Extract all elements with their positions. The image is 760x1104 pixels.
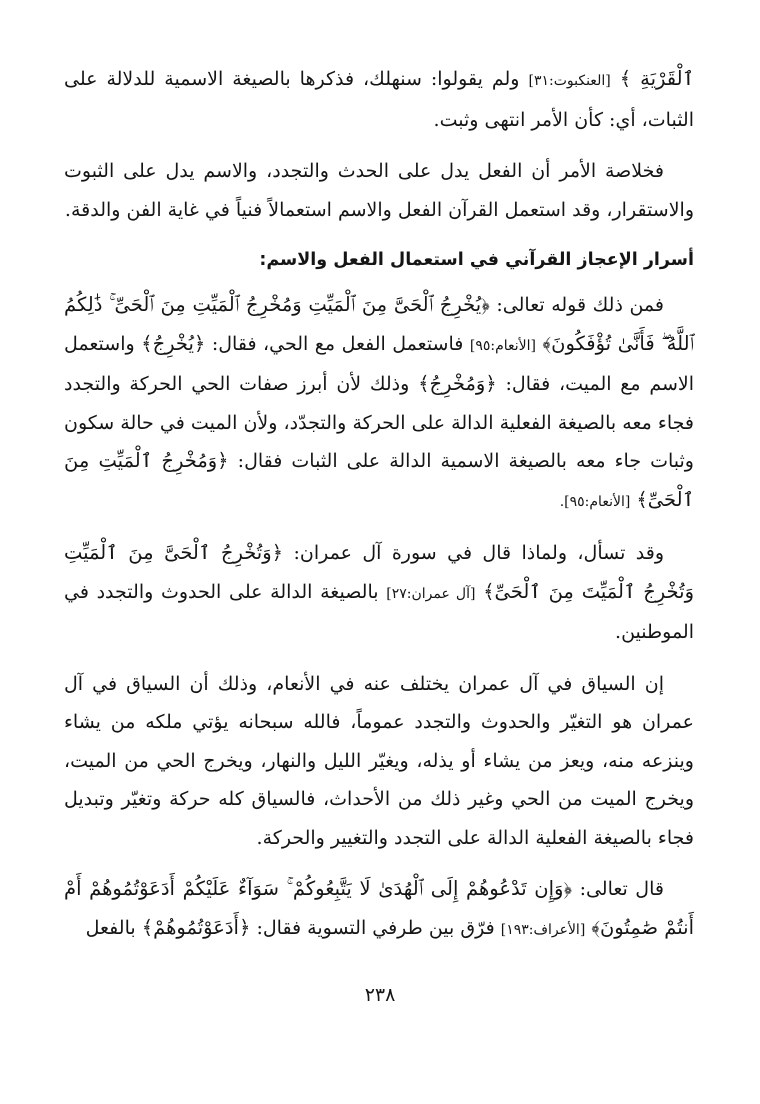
body-text: ولم يقولوا: سنهلك، فذكرها بالصيغة الاسمية للدلالة على الثبات، أي: كأن الأمر انتهى وثبت. bbox=[64, 68, 694, 131]
paragraph-2: فخلاصة الأمر أن الفعل يدل على الحدث والتجدد، والاسم يدل على الثبوت والاستقرار، وقد استعمل القرآن الفعل والاسم استعمالاً فنياً في غاية الفن والدقة. bbox=[64, 160, 694, 221]
verse-reference: [الأعراف:١٩٣] bbox=[500, 921, 586, 938]
quran-verse: ﴿وَمُخْرِجُ ٱلْمَيِّتِ مِنَ ٱلْحَىِّ﴾ bbox=[64, 449, 694, 511]
quran-verse: ٱلْقَرْيَةِ bbox=[640, 67, 694, 90]
quran-word: ﴿وَمُخْرِجُ﴾ bbox=[418, 372, 497, 395]
paragraph-3 bbox=[64, 286, 694, 521]
body-text: قال تعالى: bbox=[579, 878, 664, 900]
section-heading: أسرار الإعجاز القرآني في استعمال الفعل والاسم: bbox=[259, 250, 694, 270]
paragraph-1 bbox=[64, 60, 694, 139]
quran-word: ﴿يُخْرِجُ﴾ bbox=[141, 331, 206, 355]
quran-verse: ﴿يُخْرِجُ ٱلْحَىَّ مِنَ ٱلْمَيِّتِ وَمُخْرِجُ ٱلْمَيِّتِ مِنَ ٱلْحَىِّ ۚ ذَٰلِكُمُ ٱللَّهُ ۖ فَأَنَّىٰ تُؤْفَكُونَ﴾ bbox=[64, 293, 694, 355]
verse-reference: [الأنعام:٩٥]. bbox=[559, 493, 631, 510]
paragraph-6 bbox=[64, 870, 694, 949]
page-body bbox=[64, 60, 694, 1060]
paragraph-5: إن السياق في آل عمران يختلف عنه في الأنعام، وذلك أن السياق في آل عمران هو التغيّر والحدوث والتجدد عموماً، فالله سبحانه يؤتي ملكه من يشاء وينزعه منه، ويعز من يشاء أو يذله، ويغيّر الليل والنهار، ويخرج الحي من الميت، ويخرج الميت من الحي وغير ذلك من الأحداث، فالسياق كله حركة وتغيّر وتبديل فجاء بالصيغة الفعلية الدالة على التجدد والتغيير والحركة. bbox=[64, 672, 694, 849]
body-text: فمن ذلك قوله تعالى: bbox=[496, 294, 664, 316]
quran-word: ﴿أَدَعَوْتُمُوهُمْ﴾ bbox=[141, 915, 251, 939]
body-text: وقد تسأل، ولماذا قال في سورة آل عمران: bbox=[293, 542, 665, 564]
verse-reference: [العنكبوت:٣١] bbox=[528, 73, 611, 89]
body-text: بالفعل bbox=[85, 916, 136, 939]
paragraph-4 bbox=[64, 534, 694, 652]
quran-bracket: ﴾ bbox=[619, 67, 632, 90]
body-text: فرّق بين طرفي التسوية فقال: bbox=[256, 916, 495, 939]
verse-reference: [آل عمران:٢٧] bbox=[386, 585, 476, 602]
verse-reference: [الأنعام:٩٥] bbox=[469, 337, 536, 354]
body-text: وذلك لأن أبرز صفات الحي الحركة والتجدد فجاء معه بالصيغة الفعلية الدالة على الحركة والتجدّد، ولأن الميت في حالة سكون وثبات جاء معه بالصيغة الاسمية الدالة على الثبات فقال: bbox=[64, 373, 694, 472]
body-text: بالصيغة الدالة على الحدوث والتجدد في الموطنين. bbox=[64, 580, 694, 643]
quran-verse: ﴿وَإِن تَدْعُوهُمْ إِلَى ٱلْهُدَىٰ لَا يَتَّبِعُوكُمْ ۚ سَوَآءٌ عَلَيْكُمْ أَدَعَوْتُمُوهُمْ أَمْ أَنتُمْ صَٰمِتُونَ﴾ bbox=[64, 877, 694, 939]
body-text: فاستعمل الفعل مع الحي، فقال: bbox=[211, 332, 464, 355]
body-text: واستعمل الاسم مع الميت، فقال: bbox=[64, 332, 694, 395]
page-number: ٢٣٨ bbox=[364, 984, 396, 1006]
quran-verse: ﴿وَتُخْرِجُ ٱلْحَىَّ مِنَ ٱلْمَيِّتِ وَتُخْرِجُ ٱلْمَيِّتَ مِنَ ٱلْحَىِّ﴾ bbox=[64, 541, 694, 603]
